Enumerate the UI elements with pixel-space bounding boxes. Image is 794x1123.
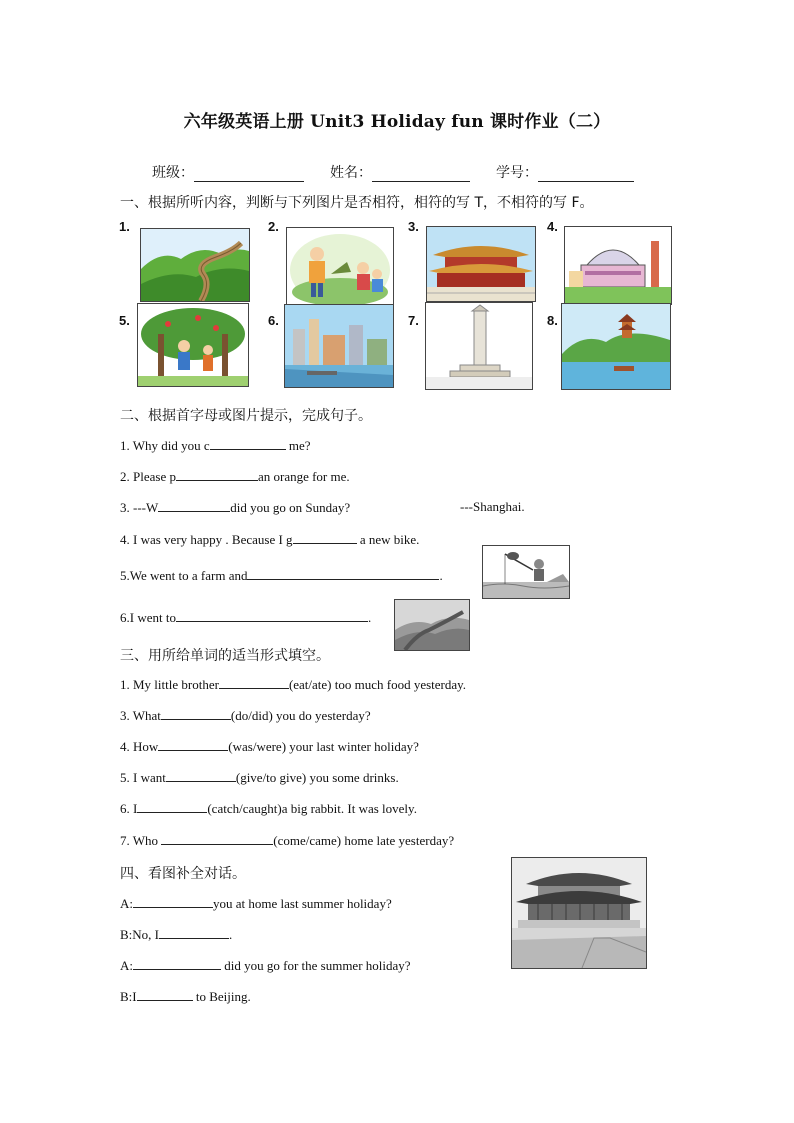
pagoda-lake-picture — [561, 303, 671, 390]
shanghai-museum-picture — [564, 226, 672, 305]
s2-question-6: 6.I went to . — [120, 610, 372, 625]
answer-blank[interactable] — [166, 769, 236, 782]
picture-number: 3. — [408, 219, 419, 234]
s2-question-3: 3. ---W did you go on Sunday? — [120, 500, 351, 515]
picking-fruit-picture — [137, 303, 249, 387]
section-4-heading: 四、看图补全对话。 — [120, 866, 246, 882]
picture-number: 2. — [268, 219, 279, 234]
section-2-heading: 二、根据首字母或图片提示，完成句子。 — [120, 408, 372, 424]
answer-blank[interactable] — [133, 895, 213, 908]
s4-dialogue-line-2: B:No, I . — [120, 927, 233, 942]
s2-question-4: 4. I was very happy . Because I g a new bike. — [120, 532, 420, 547]
id-label: 学号： — [496, 165, 538, 181]
s2-question-3-answer: ---Shanghai. — [460, 499, 525, 514]
s4-dialogue-line-3: A: did you go for the summer holiday? — [120, 958, 411, 973]
picture-number: 4. — [547, 219, 558, 234]
monument-picture — [425, 302, 533, 390]
picture-number: 5. — [119, 313, 130, 328]
forbidden-city-gray-picture — [511, 857, 647, 969]
picture-number: 6. — [268, 313, 279, 328]
answer-blank[interactable] — [158, 499, 230, 512]
city-river-picture — [284, 304, 394, 388]
s3-question-7: 7. Who (come/came) home late yesterday? — [120, 833, 455, 848]
s2-question-5: 5.We went to a farm and . — [120, 568, 443, 583]
s4-dialogue-line-1: A: you at home last summer holiday? — [120, 896, 392, 911]
answer-blank[interactable] — [158, 738, 228, 751]
palace-museum-picture — [426, 226, 536, 302]
s2-question-1: 1. Why did you c me? — [120, 438, 311, 453]
class-blank[interactable] — [194, 167, 304, 182]
class-field — [152, 162, 304, 182]
picture-number: 1. — [119, 219, 130, 234]
answer-blank[interactable] — [137, 988, 193, 1001]
answer-blank[interactable] — [137, 800, 207, 813]
s4-dialogue-line-4: B:I to Beijing. — [120, 989, 251, 1004]
worksheet-title: 六年级英语上册 Unit3 Holiday fun 课时作业（二） — [183, 112, 611, 132]
answer-blank[interactable] — [176, 609, 368, 622]
s3-question-6: 6. I (catch/caught)a big rabbit. It was lovely. — [120, 801, 417, 816]
s3-question-1: 1. My little brother (eat/ate) too much food yesterday. — [120, 677, 467, 692]
answer-blank[interactable] — [247, 567, 439, 580]
answer-blank[interactable] — [161, 832, 273, 845]
answer-blank[interactable] — [176, 468, 258, 481]
fishing-picture — [482, 545, 570, 599]
name-label: 姓名： — [330, 165, 372, 181]
student-id-field — [496, 162, 634, 182]
answer-blank[interactable] — [293, 531, 357, 544]
answer-blank[interactable] — [133, 957, 221, 970]
answer-blank[interactable] — [210, 437, 286, 450]
s3-question-5: 5. I want (give/to give) you some drinks. — [120, 770, 399, 785]
name-blank[interactable] — [372, 167, 470, 182]
name-field — [330, 162, 470, 182]
s2-question-2: 2. Please p an orange for me. — [120, 469, 350, 484]
picture-number: 7. — [408, 313, 419, 328]
great-wall-gray-picture — [394, 599, 470, 651]
answer-blank[interactable] — [219, 676, 289, 689]
class-label: 班级： — [152, 165, 194, 181]
answer-blank[interactable] — [161, 707, 231, 720]
s3-question-4: 4. How (was/were) your last winter holiday? — [120, 739, 419, 754]
great-wall-picture — [140, 228, 250, 302]
answer-blank[interactable] — [159, 926, 229, 939]
farm-kids-picture — [286, 227, 394, 307]
section-3-heading: 三、用所给单词的适当形式填空。 — [120, 648, 330, 664]
s3-question-3: 3. What (do/did) you do yesterday? — [120, 708, 371, 723]
picture-number: 8. — [547, 313, 558, 328]
section-1-heading: 一、根据所听内容，判断与下列图片是否相符，相符的写 T，不相符的写 F。 — [120, 195, 594, 211]
id-blank[interactable] — [538, 167, 634, 182]
